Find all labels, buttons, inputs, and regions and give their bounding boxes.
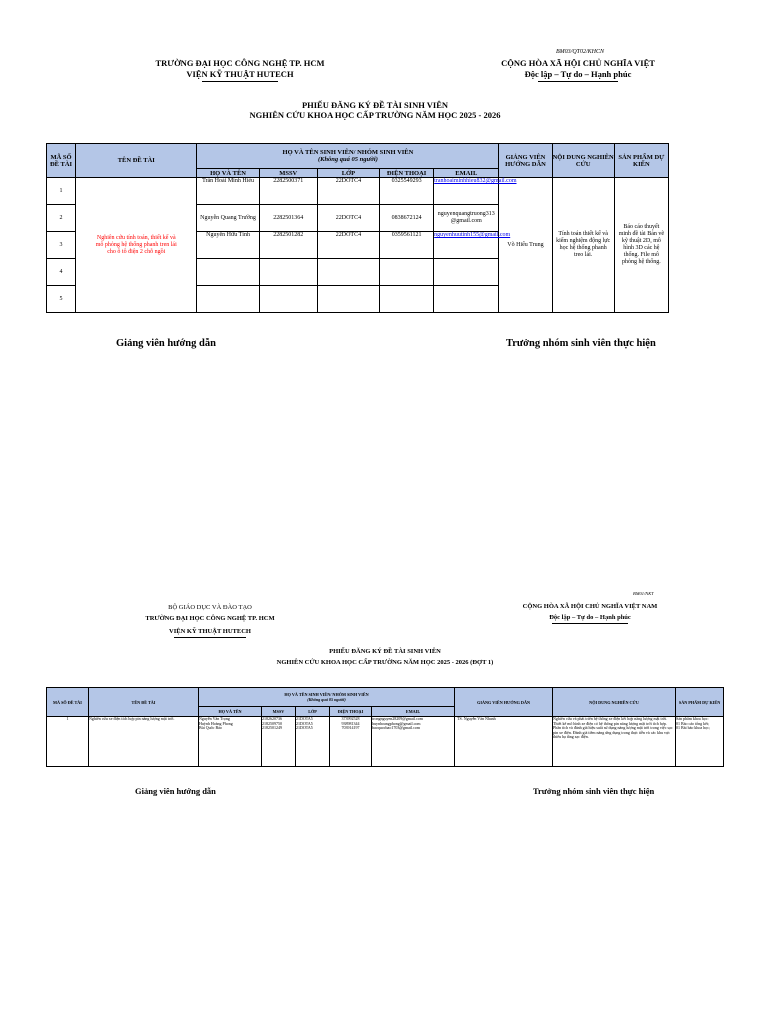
student-class: 22DOTC4 xyxy=(317,205,379,232)
expected-products: Báo cáo thuyết minh đề tài Bản vẽ kỹ thuật 2D, mô hình 3D các hệ thống. File mô phỏng hệ thống. xyxy=(614,178,668,313)
form2-university-name: TRƯỜNG ĐẠI HỌC CÔNG NGHỆ TP. HCM xyxy=(145,615,275,622)
col-san-pham: SẢN PHẨM DỰ KIẾN xyxy=(614,144,668,178)
student-email-list xyxy=(372,717,455,767)
student-email xyxy=(434,259,499,286)
col-lop: LỚP xyxy=(317,169,379,178)
col-lop: LỚP xyxy=(296,707,330,717)
student-name xyxy=(197,286,259,313)
form2-institution xyxy=(130,602,290,637)
col-mssv: MSSV xyxy=(259,169,317,178)
student-email: nguyenquangtruong313 @gmail.com xyxy=(434,205,499,232)
student-email: trongnguyen28209@gmail.com xyxy=(372,716,423,721)
col-ho-ten: HỌ VÀ TÊN xyxy=(197,169,259,178)
email-link[interactable]: tranhoaiminhhieu832@gmail.com xyxy=(434,178,517,184)
expected-products xyxy=(676,717,724,767)
form1-title-line2: NGHIÊN CỨU KHOA HỌC CẤP TRƯỜNG NĂM HỌC 2025 - 2026 xyxy=(249,110,501,120)
col-gvhd: GIẢNG VIÊN HƯỚNG DẪN xyxy=(455,688,553,717)
row-no: 1 xyxy=(47,717,89,767)
student-phone xyxy=(380,259,434,286)
col-san-pham: SẢN PHẨM DỰ KIẾN xyxy=(676,688,724,717)
advisor-name: Võ Hiếu Trung xyxy=(499,178,552,313)
form2-sign-advisor: Giảng viên hướng dẫn xyxy=(135,786,216,796)
student-mssv: 2282501282 xyxy=(259,232,317,259)
student-phone: 0359561121 xyxy=(380,232,434,259)
student-mssv: 2282501364 xyxy=(259,205,317,232)
form2-registration-table xyxy=(46,687,724,767)
row-no: 5 xyxy=(47,286,76,313)
form1-title-line1: PHIẾU ĐĂNG KÝ ĐỀ TÀI SINH VIÊN xyxy=(301,100,449,110)
student-mssv-list xyxy=(262,717,296,767)
student-email: baoquocbao1703@gmail.com xyxy=(372,725,421,731)
col-noi-dung: NỘI DUNG NGHIÊN CỨU xyxy=(552,144,614,178)
form2-institute-name: VIỆN KỸ THUẬT HUTECH xyxy=(169,628,251,635)
form2-sign-leader: Trưởng nhóm sinh viên thực hiện xyxy=(533,786,655,796)
student-phone: 938981344 xyxy=(341,720,360,726)
col-gvhd: GIẢNG VIÊN HƯỚNG DẪN xyxy=(499,144,552,178)
product-item: 01 Bài báo khoa học; xyxy=(676,725,711,731)
form1-university-name: TRƯỜNG ĐẠI HỌC CÔNG NGHỆ TP. HCM xyxy=(155,58,325,68)
form1-republic: CỘNG HÒA XÃ HỘI CHỦ NGHĨA VIỆT xyxy=(501,58,655,68)
product-item: 01 Báo cáo tổng kết; xyxy=(676,720,710,726)
product-item: Sản phẩm khoa học: xyxy=(676,716,709,721)
form1-national-motto xyxy=(492,58,664,80)
research-content: Tính toán thiết kế và kiểm nghiệm động lực học hệ thống phanh treo lái. xyxy=(552,178,614,313)
row-no: 4 xyxy=(47,259,76,286)
student-class: 21DOTA5 xyxy=(296,720,313,726)
form2-ministry: BỘ GIÁO DỤC VÀ ĐÀO TẠO xyxy=(168,604,252,611)
student-email[interactable] xyxy=(434,178,517,205)
advisor-name: TS. Nguyễn Văn Nhanh xyxy=(455,717,553,767)
col-mssv: MSSV xyxy=(262,707,296,717)
row-no: 2 xyxy=(47,205,76,232)
student-name: Trần Hoài Minh Hiếu xyxy=(197,178,259,205)
col-group-label: HỌ VÀ TÊN SINH VIÊN/ NHÓM SINH VIÊN xyxy=(282,149,414,156)
col-ho-ten: HỌ VÀ TÊN xyxy=(199,707,262,717)
student-name: Nguyễn Hữu Tình xyxy=(197,232,259,259)
student-class-list xyxy=(296,717,330,767)
form2-motto: Độc lập – Tự do – Hạnh phúc xyxy=(549,614,631,621)
form2-title xyxy=(200,646,570,668)
form2-left-rule xyxy=(174,637,246,638)
col-noi-dung: NỘI DUNG NGHIÊN CỨU xyxy=(553,688,676,717)
form1-right-rule xyxy=(538,81,618,82)
student-class: 22DOTC4 xyxy=(317,178,379,205)
student-class: 21DOTA5 xyxy=(296,716,313,721)
student-mssv: 2282500371 xyxy=(259,178,317,205)
form1-institute-name: VIỆN KỸ THUẬT HUTECH xyxy=(186,69,294,79)
student-mssv: 2182509750 xyxy=(262,720,282,726)
col-ma-so: MÃ SỐ ĐỀ TÀI xyxy=(47,688,89,717)
col-student-group xyxy=(197,144,499,169)
col-ten-de-tai: TÊN ĐỀ TÀI xyxy=(76,144,197,178)
student-mssv xyxy=(259,259,317,286)
col-group-note: (Không quá 05 người) xyxy=(317,156,378,163)
student-email[interactable] xyxy=(434,232,511,259)
student-name: Bùi Quốc Bảo xyxy=(199,725,222,731)
col-dien-thoai: ĐIỆN THOẠI xyxy=(380,169,434,178)
student-class xyxy=(317,286,379,313)
email-link[interactable]: nguyenhuutinh155@gmail.com xyxy=(434,232,511,238)
student-class xyxy=(317,259,379,286)
form1-sign-advisor: Giảng viên hướng dẫn xyxy=(116,338,216,349)
form1-motto: Độc lập – Tự do – Hạnh phúc xyxy=(524,69,632,79)
form1-title xyxy=(180,100,570,120)
student-name xyxy=(197,259,259,286)
student-mssv: 2182501249 xyxy=(262,725,282,731)
col-group-label: HỌ VÀ TÊN SINH VIÊN/ NHÓM SINH VIÊN xyxy=(284,692,369,697)
student-phone: 0838672124 xyxy=(380,205,434,232)
form2-code: BM01/NKT xyxy=(633,591,654,596)
form1-code: BM03/QT02/KHCN xyxy=(556,49,605,55)
col-email: EMAIL xyxy=(434,169,499,178)
col-dien-thoai: ĐIỆN THOẠI xyxy=(330,707,372,717)
form2-republic: CỘNG HÒA XÃ HỘI CHỦ NGHĨA VIỆT NAM xyxy=(522,603,658,610)
form1-registration-table xyxy=(46,143,669,313)
table-row xyxy=(47,178,669,205)
form1-left-rule xyxy=(202,81,278,82)
form1-sign-leader: Trưởng nhóm sinh viên thực hiện xyxy=(506,338,656,349)
student-phone: 373992528 xyxy=(341,716,360,721)
student-name: Nguyễn Quang Trường xyxy=(197,205,259,232)
form2-right-rule xyxy=(552,623,628,624)
table-row xyxy=(47,717,724,767)
student-name: Nguyễn Văn Trọng xyxy=(199,716,230,721)
student-email: huynhoangphong@gmail.com xyxy=(372,720,421,726)
col-group-note: (Không quá 05 người) xyxy=(307,697,346,702)
row-no: 1 xyxy=(47,178,76,205)
student-phone xyxy=(380,286,434,313)
student-class: 21DOTA5 xyxy=(296,725,313,731)
student-phone: 703914197 xyxy=(341,725,360,731)
form2-title-line1: PHIẾU ĐĂNG KÝ ĐỀ TÀI SINH VIÊN xyxy=(329,648,441,655)
form1-institution xyxy=(130,58,350,80)
form2-title-line2: NGHIÊN CỨU KHOA HỌC CẤP TRƯỜNG NĂM HỌC 2025 - 2026 (ĐỢT 1) xyxy=(276,659,494,666)
student-email xyxy=(434,286,499,313)
student-phone: 0325549293 xyxy=(380,178,434,205)
student-phone-list xyxy=(330,717,372,767)
student-names xyxy=(199,717,262,767)
research-content: Nghiên cứu và phát triển hệ thống xe điện kết hợp năng lượng mặt trời. Thiết kế mô hình xe điện có hệ thống pin năng lượng mặt trời tích hợp. Phân tích và đánh giá hiệu suất sử dụng năng lượng mặt trời trong việc sạc pin xe điện. Đánh giá tiềm năng ứng dụng trong thực tiễn và các khu vực thiếu hạ tầng sạc điện. xyxy=(553,717,676,767)
student-class: 22DOTC4 xyxy=(317,232,379,259)
topic-title: Nghiên cứu tính toán, thiết kế và mô phỏng hệ thống phanh tren lái cho ô tô điện 2 chỗ ngồi xyxy=(76,178,197,313)
col-email: EMAIL xyxy=(372,707,455,717)
student-name: Huỳnh Hoàng Phong xyxy=(199,720,233,726)
form2-national-motto xyxy=(508,601,672,623)
student-mssv: 2182620736 xyxy=(262,716,282,721)
student-mssv xyxy=(259,286,317,313)
col-ten-de-tai: TÊN ĐỀ TÀI xyxy=(89,688,199,717)
topic-title: Nghiên cứu xe điện tích hợp pin năng lượng mặt trời. xyxy=(89,717,199,767)
col-ma-so: MÃ SỐ ĐỀ TÀI xyxy=(47,144,76,178)
row-no: 3 xyxy=(47,232,76,259)
col-student-group xyxy=(199,688,455,707)
